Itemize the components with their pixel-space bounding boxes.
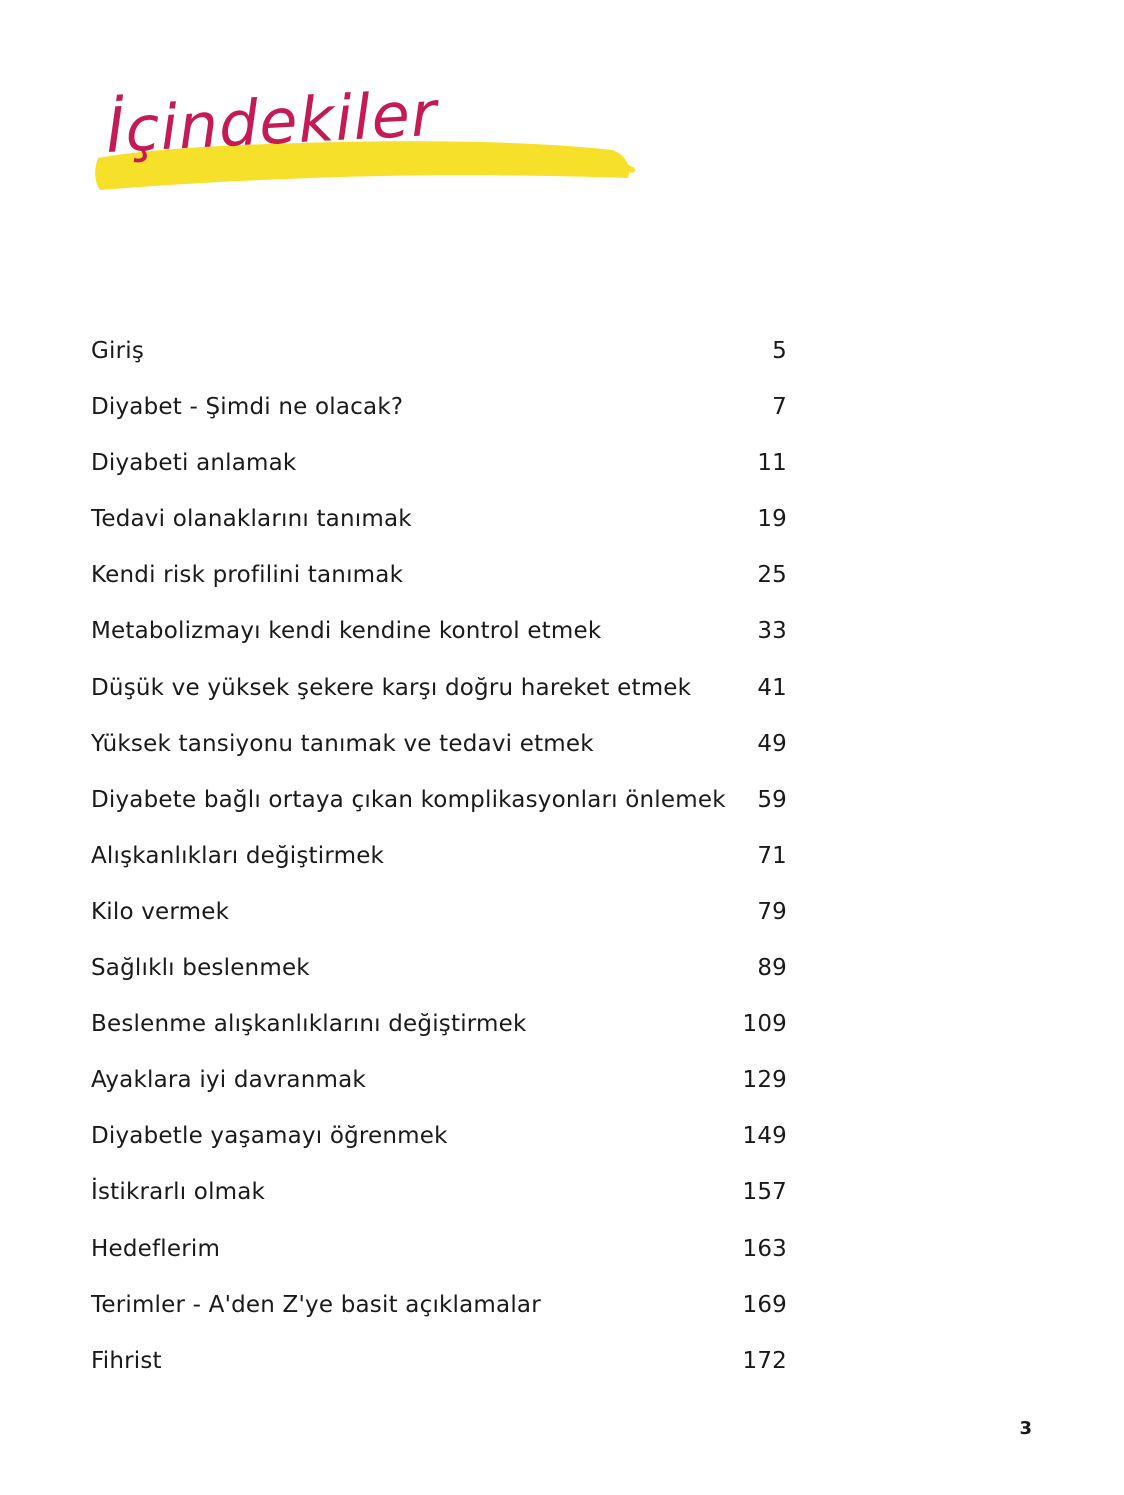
toc-entry	[91, 1123, 787, 1179]
page-title: İçindekiler	[104, 76, 439, 167]
toc-entry	[91, 562, 787, 618]
toc-entry-page: 33	[757, 618, 787, 645]
toc-entry-page: 19	[757, 506, 787, 533]
toc-entry	[91, 506, 787, 562]
toc-entry-page: 25	[757, 562, 787, 589]
toc-entry-page: 71	[757, 842, 787, 869]
toc-entry-title: Fihrist	[91, 1347, 162, 1374]
toc-entry-title: Diyabetle yaşamayı öğrenmek	[91, 1123, 448, 1150]
toc-entry-page: 157	[742, 1179, 787, 1206]
toc-entry	[91, 843, 787, 899]
toc-entry-title: Düşük ve yüksek şekere karşı doğru hareket etmek	[91, 674, 692, 701]
toc-entry-title: Beslenme alışkanlıklarını değiştirmek	[91, 1011, 527, 1038]
toc-entry	[91, 675, 787, 731]
toc-entry-page: 109	[742, 1011, 787, 1038]
toc-entry-title: Diyabeti anlamak	[91, 450, 297, 477]
toc-entry	[91, 394, 787, 450]
toc-entry-title: İstikrarlı olmak	[91, 1179, 266, 1206]
page-heading	[92, 76, 642, 202]
toc-entry-title: Hedeflerim	[91, 1235, 221, 1262]
toc-entry-title: Kendi risk profilini tanımak	[91, 562, 404, 589]
toc-entry-page: 41	[757, 674, 787, 701]
toc-entry-title: Metabolizmayı kendi kendine kontrol etmek	[91, 618, 602, 645]
toc-entry-page: 169	[742, 1291, 787, 1318]
toc-entry-page: 11	[757, 450, 787, 477]
toc-entry-page: 79	[757, 898, 787, 925]
toc-entry	[91, 731, 787, 787]
toc-entry-page: 89	[757, 955, 787, 982]
toc-entry-title: Alışkanlıkları değiştirmek	[91, 842, 385, 869]
toc-entry-page: 149	[742, 1123, 787, 1150]
table-of-contents	[91, 338, 787, 1404]
toc-entry	[91, 1179, 787, 1235]
toc-entry-page: 172	[742, 1347, 787, 1374]
toc-entry-title: Ayaklara iyi davranmak	[91, 1067, 366, 1094]
toc-entry	[91, 899, 787, 955]
toc-entry-page: 5	[772, 338, 787, 364]
toc-entry	[91, 1067, 787, 1123]
toc-entry	[91, 787, 787, 843]
page-number: 3	[1019, 1418, 1032, 1439]
toc-entry-page: 129	[742, 1067, 787, 1094]
toc-entry	[91, 1292, 787, 1348]
toc-entry-title: Sağlıklı beslenmek	[91, 955, 310, 982]
toc-entry	[91, 1011, 787, 1067]
toc-entry	[91, 618, 787, 674]
toc-entry-page: 59	[757, 786, 787, 813]
toc-entry	[91, 955, 787, 1011]
toc-entry	[91, 450, 787, 506]
toc-entry-title: Diyabete bağlı ortaya çıkan komplikasyonları önlemek	[91, 786, 726, 813]
toc-entry-page: 49	[757, 730, 787, 757]
toc-entry-title: Tedavi olanaklarını tanımak	[91, 506, 412, 533]
toc-entry-title: Yüksek tansiyonu tanımak ve tedavi etmek	[91, 730, 594, 757]
toc-entry	[91, 1236, 787, 1292]
toc-entry-page: 163	[742, 1235, 787, 1262]
toc-entry-title: Kilo vermek	[91, 898, 230, 925]
toc-entry	[91, 1348, 787, 1404]
toc-entry-title: Terimler - A'den Z'ye basit açıklamalar	[91, 1291, 541, 1318]
toc-entry-title: Diyabet - Şimdi ne olacak?	[91, 394, 404, 421]
toc-entry	[91, 338, 787, 394]
toc-entry-title: Giriş	[91, 338, 145, 364]
toc-entry-page: 7	[772, 394, 787, 421]
